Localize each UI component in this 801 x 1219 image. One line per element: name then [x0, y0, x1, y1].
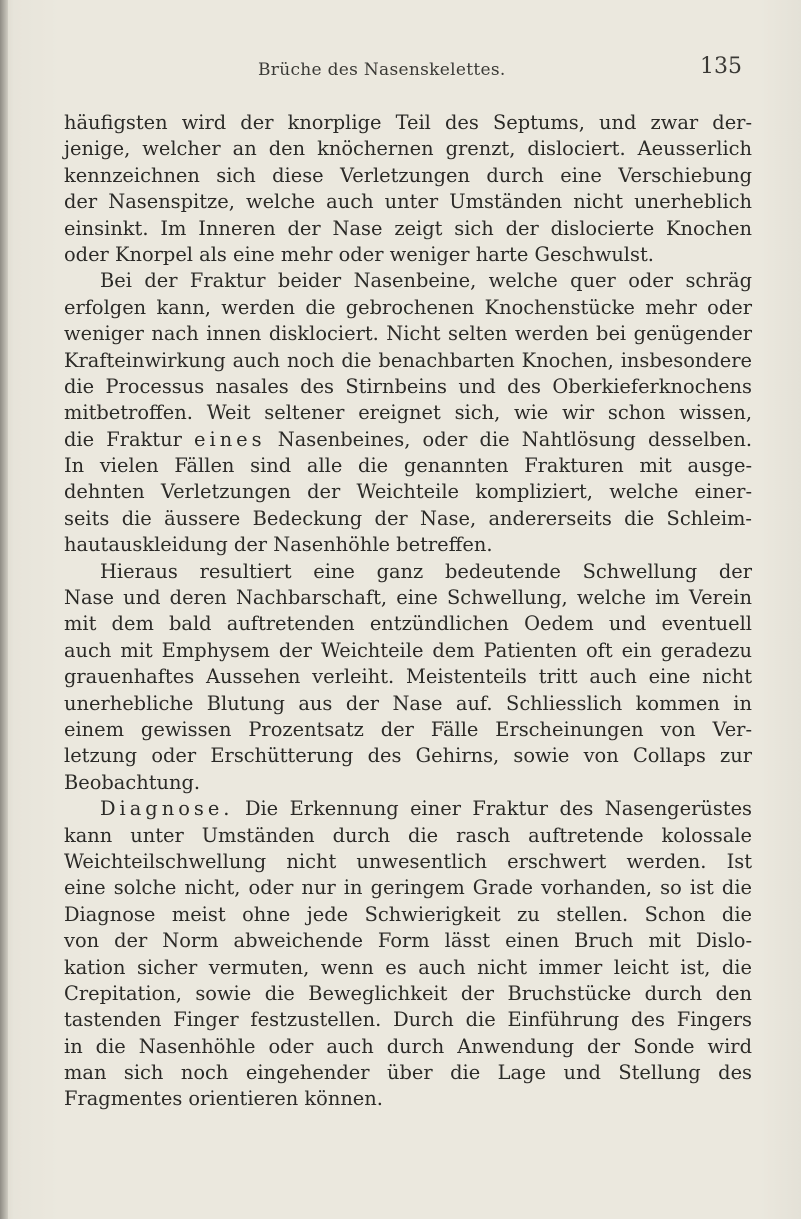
running-title: Brüche des Nasenskelettes. [258, 60, 506, 80]
text-line: grauenhaftes Aussehen verleiht. Meistenteils tritt auch eine nicht [64, 665, 752, 689]
text-line: einsinkt. Im Inneren der Nase zeigt sich der dislocierte Knochen [64, 216, 752, 240]
text-line: kennzeichnen sich diese Verletzungen durch eine Verschiebung [64, 163, 752, 187]
text-line: Bei der Fraktur beider Nasenbeine, welche quer oder schräg [100, 269, 752, 293]
text-line: man sich noch eingehender über die Lage und Stellung des [64, 1061, 752, 1085]
text-line: kann unter Umständen durch die rasch auftretende kolossale [64, 823, 752, 847]
paragraph-1 [64, 110, 752, 268]
text-segment: Die Erkennung einer Fraktur des Nasengerüstes [244, 797, 752, 821]
text-line: oder Knorpel als eine mehr oder weniger harte Geschwulst. [64, 242, 654, 266]
text-line: Beobachtung. [64, 770, 201, 794]
text-line: seits die äussere Bedeckung der Nase, andererseits die Schleim- [64, 506, 752, 530]
text-line: eine solche nicht, oder nur in geringem Grade vorhanden, so ist die [64, 876, 752, 900]
page-number: 135 [700, 54, 742, 79]
text-line: kation sicher vermuten, wenn es auch nicht immer leicht ist, die [64, 955, 752, 979]
body-text [64, 110, 752, 1113]
text-line-with-heading [64, 796, 752, 822]
text-line: erfolgen kann, werden die gebrochenen Knochenstücke mehr oder [64, 295, 752, 319]
text-line: die Processus nasales des Stirnbeins und des Oberkieferknochens [64, 374, 752, 398]
text-line: häufigsten wird der knorplige Teil des Septums, und zwar der- [64, 111, 752, 134]
text-line: unerhebliche Blutung aus der Nase auf. Schliesslich kommen in [64, 691, 752, 715]
text-line: hautauskleidung der Nasenhöhle betreffen. [64, 533, 493, 557]
text-line: der Nasenspitze, welche auch unter Umständen nicht unerheblich [64, 190, 752, 214]
text-line: einem gewissen Prozentsatz der Fälle Erscheinungen von Ver- [64, 717, 752, 741]
text-line: Crepitation, sowie die Beweglichkeit der Bruchstücke durch den [64, 981, 752, 1005]
text-line: weniger nach innen disklociert. Nicht selten werden bei genügender [64, 322, 752, 346]
emphasized-word: eines [194, 427, 266, 451]
text-line: Weichteilschwellung nicht unwesentlich erschwert werden. Ist [64, 849, 752, 873]
text-line: Krafteinwirkung auch noch die benachbarten Knochen, insbesondere [64, 348, 752, 372]
text-segment: die Fraktur [64, 427, 182, 451]
text-line: tastenden Finger festzustellen. Durch die Einführung des Fingers [64, 1008, 752, 1032]
text-line: in die Nasenhöhle oder auch durch Anwendung der Sonde wird [64, 1034, 752, 1058]
text-line: von der Norm abweichende Form lässt einen Bruch mit Dislo- [64, 929, 752, 953]
paragraph-4 [64, 796, 752, 1113]
section-heading-diagnose: Diagnose. [100, 797, 234, 821]
paragraph-2 [64, 268, 752, 558]
text-line: Hieraus resultiert eine ganz bedeutende Schwellung der [100, 559, 752, 583]
text-segment: Nasenbeines, oder die Nahtlösung desselben. [277, 427, 752, 451]
text-line: auch mit Emphysem der Weichteile dem Patienten oft ein geradezu [64, 638, 752, 662]
text-line: Nase und deren Nachbarschaft, eine Schwellung, welche im Verein [64, 586, 752, 610]
text-line: Fragmentes orientieren können. [64, 1087, 383, 1111]
text-line: mitbetroffen. Weit seltener ereignet sich, wie wir schon wissen, [64, 401, 752, 425]
text-line: dehnten Verletzungen der Weichteile kompliziert, welche einer- [64, 480, 752, 504]
text-line: In vielen Fällen sind alle die genannten Frakturen mit ausge- [64, 454, 752, 478]
text-line: Diagnose meist ohne jede Schwierigkeit zu stellen. Schon die [64, 902, 752, 926]
text-line: mit dem bald auftretenden entzündlichen Oedem und eventuell [64, 612, 752, 636]
paragraph-3 [64, 559, 752, 797]
page-spine-shadow [0, 0, 8, 1219]
text-line-with-emphasis [64, 427, 752, 453]
text-line: jenige, welcher an den knöchernen grenzt, dislociert. Aeusserlich [64, 137, 752, 161]
text-line: letzung oder Erschütterung des Gehirns, sowie von Collaps zur [64, 744, 752, 768]
